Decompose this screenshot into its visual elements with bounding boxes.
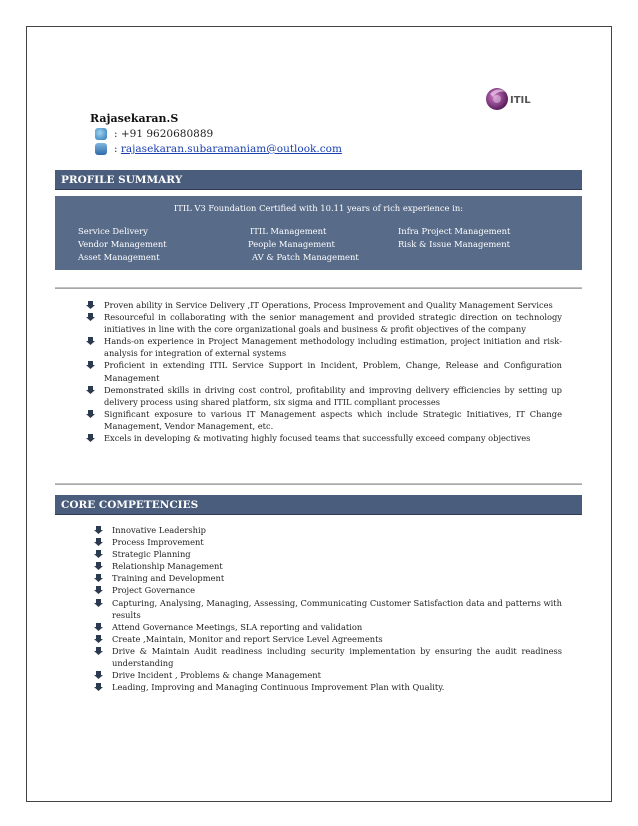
email-icon (95, 143, 107, 155)
list-item-text: Process Improvement (112, 537, 204, 548)
arrow-bullet-icon (94, 671, 103, 679)
arrow-bullet-icon (86, 434, 95, 442)
summary-bullet-list (86, 299, 562, 444)
core-competencies-heading: CORE COMPETENCIES (55, 495, 582, 515)
list-item (86, 408, 562, 432)
list-item (86, 311, 562, 335)
list-item (94, 584, 562, 596)
list-item-text: Create ,Maintain, Monitor and report Service Level Agreements (112, 633, 383, 644)
arrow-bullet-icon (86, 386, 95, 394)
arrow-bullet-icon (94, 574, 103, 582)
profile-summary-heading: PROFILE SUMMARY (55, 170, 582, 190)
svg-text:ITIL: ITIL (510, 95, 531, 106)
list-item (86, 299, 562, 311)
arrow-bullet-icon (94, 562, 103, 570)
list-item-text: Demonstrated skills in driving cost control, profitability and improving delivery efficiencies by setting up delivery process using shared platform, six sigma and ITIL compliant processes (104, 384, 562, 407)
list-item-text: Strategic Planning (112, 549, 191, 560)
list-item-text: Significant exposure to various IT Management aspects which include Strategic Initiatives, IT Change Management, Vendor Management, etc. (104, 408, 562, 431)
list-item-text: Innovative Leadership (112, 525, 206, 535)
list-item (94, 681, 562, 693)
list-item (94, 645, 562, 669)
contact-header (90, 112, 342, 155)
list-item (94, 597, 562, 621)
section-divider (55, 483, 582, 485)
list-item (94, 524, 562, 536)
list-item (94, 621, 562, 633)
list-item (86, 359, 562, 383)
list-item-text: Training and Development (112, 573, 225, 584)
email-row (90, 143, 342, 155)
candidate-name: Rajasekaran.S (90, 112, 179, 125)
list-item-text: Relationship Management (112, 561, 223, 572)
phone-number: : +91 9620680889 (114, 128, 214, 140)
email-prefix: : (114, 143, 121, 155)
list-item (94, 572, 562, 584)
list-item-text: Resourceful in collaborating with the senior management and provided strategic direction on technology initiatives in line with the core organizational goals and business & profit objectives of the company (104, 312, 562, 335)
area-cell: Infra Project Management (398, 226, 511, 236)
arrow-bullet-icon (86, 313, 95, 321)
list-item-text: Drive Incident , Problems & change Management (112, 670, 321, 681)
section-divider (55, 287, 582, 289)
list-item-text: Attend Governance Meetings, SLA reporting and validation (112, 621, 363, 632)
area-cell: AV & Patch Management (252, 252, 359, 262)
competency-list (94, 524, 562, 693)
summary-headline: ITIL V3 Foundation Certified with 10.11 years of rich experience in: (173, 203, 464, 213)
arrow-bullet-icon (86, 361, 95, 369)
itil-logo (482, 80, 542, 120)
list-item (94, 669, 562, 681)
arrow-bullet-icon (94, 538, 103, 546)
list-item (94, 548, 562, 560)
list-item-text: Drive & Maintain Audit readiness including security implementation by ensuring the audit readiness understanding (112, 645, 562, 669)
arrow-bullet-icon (94, 635, 103, 643)
area-cell: Risk & Issue Management (398, 239, 510, 249)
list-item (86, 335, 562, 359)
list-item-text: Hands-on experience in Project Management methodology including estimation, project initiation and risk-analysis for integration of external systems (104, 336, 562, 359)
list-item-text: Capturing, Analysing, Managing, Assessing, Communicating Customer Satisfaction data and patterns with results (112, 597, 562, 620)
list-item (94, 633, 562, 645)
list-item-text: Project Governance (112, 585, 196, 596)
arrow-bullet-icon (86, 337, 95, 345)
arrow-bullet-icon (94, 623, 103, 631)
phone-icon (95, 128, 107, 140)
arrow-bullet-icon (94, 586, 103, 594)
list-item (94, 536, 562, 548)
area-cell: Asset Management (78, 252, 160, 262)
summary-box (55, 196, 582, 270)
list-item (86, 432, 562, 444)
arrow-bullet-icon (94, 599, 103, 607)
area-cell: ITIL Management (250, 226, 327, 236)
area-cell: People Management (248, 239, 335, 249)
area-cell: Service Delivery (78, 226, 148, 236)
area-cell: Vendor Management (78, 239, 167, 249)
arrow-bullet-icon (94, 683, 103, 691)
phone-row (90, 128, 342, 140)
list-item-text: Excels in developing & motivating highly focused teams that successfully exceed company objectives (104, 433, 531, 444)
list-item (86, 384, 562, 408)
arrow-bullet-icon (86, 301, 95, 309)
arrow-bullet-icon (94, 550, 103, 558)
list-item-text: Leading, Improving and Managing Continuous Improvement Plan with Quality. (112, 682, 445, 693)
email-link[interactable]: rajasekaran.subaramaniam@outlook.com (120, 143, 342, 155)
list-item (94, 560, 562, 572)
list-item-text: Proficient in extending ITIL Service Support in Incident, Problem, Change, Release and Configuration Management (104, 360, 562, 383)
arrow-bullet-icon (94, 526, 103, 534)
list-item-text: Proven ability in Service Delivery ,IT Operations, Process Improvement and Quality Management Services (104, 300, 553, 310)
arrow-bullet-icon (94, 647, 103, 655)
arrow-bullet-icon (86, 410, 95, 418)
